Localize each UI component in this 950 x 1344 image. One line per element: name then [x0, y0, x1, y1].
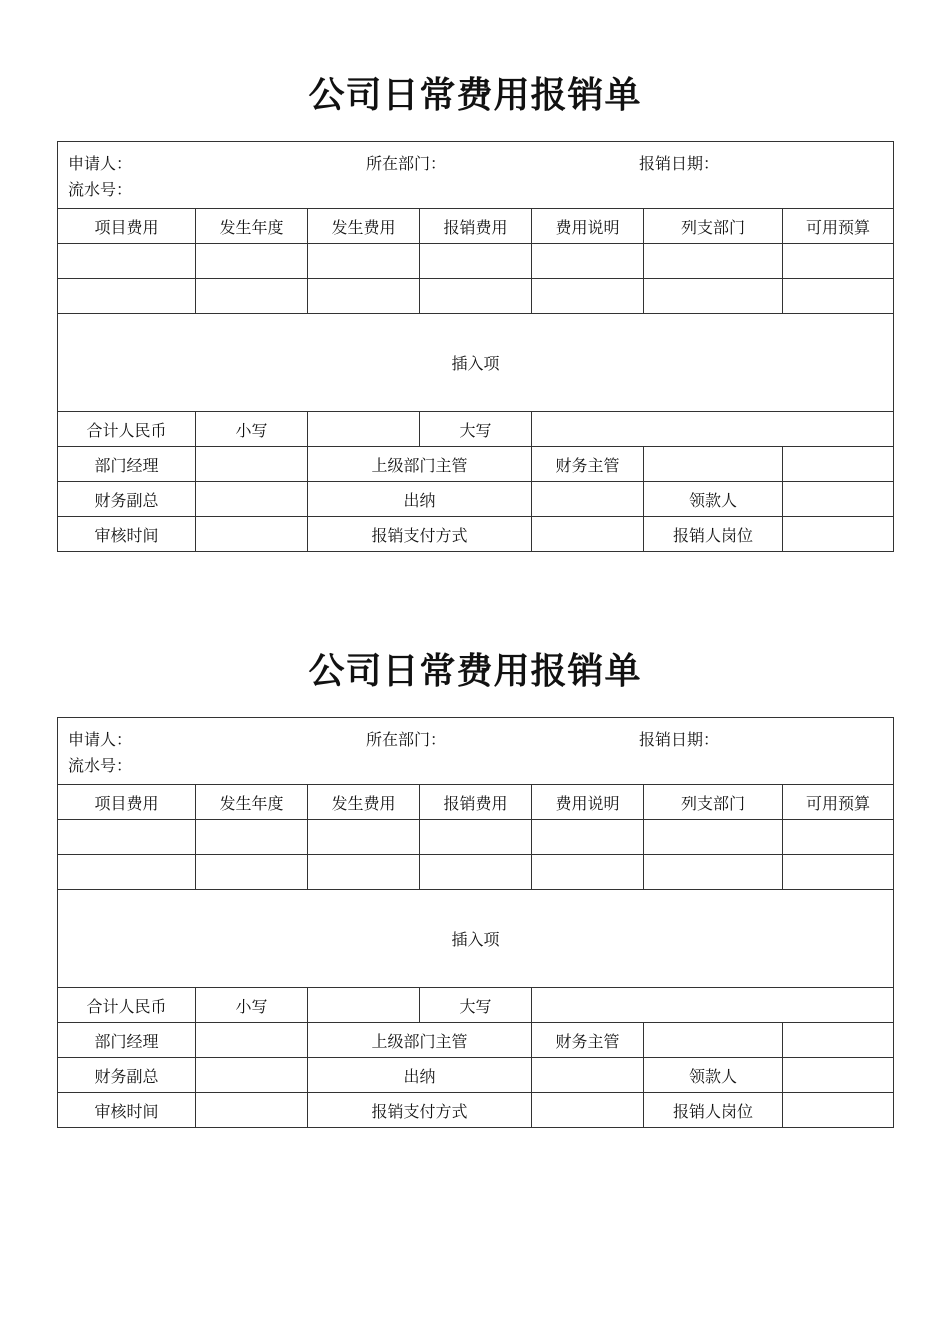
applicant-label: 申请人： — [68, 730, 133, 749]
claimant-position-label: 报销人岗位 — [644, 1093, 783, 1128]
form-table — [57, 141, 894, 552]
column-header: 列支部门 — [644, 785, 783, 820]
payment-method-label: 报销支付方式 — [308, 1093, 532, 1128]
entry-cell[interactable] — [196, 244, 308, 279]
signature-row — [58, 1058, 894, 1093]
payee-cell[interactable] — [783, 482, 894, 517]
signature-row — [58, 482, 894, 517]
finance-vp-label: 财务副总 — [58, 1058, 196, 1093]
entry-cell[interactable] — [196, 855, 308, 890]
claimant-position-cell[interactable] — [783, 517, 894, 552]
insert-item-area[interactable] — [58, 890, 894, 988]
lowercase-amount-cell[interactable] — [308, 988, 420, 1023]
uppercase-label: 大写 — [420, 988, 532, 1023]
review-time-label: 审核时间 — [58, 517, 196, 552]
entry-cell[interactable] — [58, 855, 196, 890]
column-header: 项目费用 — [58, 785, 196, 820]
serial-label: 流水号： — [68, 180, 133, 199]
column-header-row — [58, 209, 894, 244]
payment-method-cell[interactable] — [532, 517, 644, 552]
total-row — [58, 988, 894, 1023]
uppercase-amount-cell[interactable] — [532, 412, 894, 447]
cashier-label: 出纳 — [308, 1058, 532, 1093]
date-label: 报销日期： — [639, 730, 720, 749]
finance-vp-label: 财务副总 — [58, 482, 196, 517]
entry-cell[interactable] — [783, 855, 894, 890]
uppercase-amount-cell[interactable] — [532, 988, 894, 1023]
entry-cell[interactable] — [783, 244, 894, 279]
entry-cell[interactable] — [644, 820, 783, 855]
total-row — [58, 412, 894, 447]
cashier-label: 出纳 — [308, 482, 532, 517]
insert-item-label: 插入项 — [451, 354, 500, 373]
signature-row — [58, 1093, 894, 1128]
form-title: 公司日常费用报销单 — [308, 650, 642, 692]
dept-manager-label: 部门经理 — [58, 1023, 196, 1058]
entry-cell[interactable] — [532, 279, 644, 314]
uppercase-label: 大写 — [420, 412, 532, 447]
payee-label: 领款人 — [644, 1058, 783, 1093]
entry-cell[interactable] — [532, 855, 644, 890]
info-header — [58, 718, 894, 785]
column-header: 发生费用 — [308, 209, 420, 244]
entry-cell[interactable] — [532, 820, 644, 855]
dept-manager-cell[interactable] — [196, 1023, 308, 1058]
extra-cell[interactable] — [783, 1023, 894, 1058]
entry-cell[interactable] — [420, 279, 532, 314]
superior-supervisor-label: 上级部门主管 — [308, 447, 532, 482]
form-table — [57, 717, 894, 1128]
entry-cell[interactable] — [644, 855, 783, 890]
finance-vp-cell[interactable] — [196, 1058, 308, 1093]
entry-cell[interactable] — [196, 279, 308, 314]
form-title: 公司日常费用报销单 — [308, 74, 642, 116]
payee-cell[interactable] — [783, 1058, 894, 1093]
cashier-cell[interactable] — [532, 1058, 644, 1093]
table-row — [58, 820, 894, 855]
signature-row — [58, 1023, 894, 1058]
payment-method-cell[interactable] — [532, 1093, 644, 1128]
finance-supervisor-label: 财务主管 — [532, 1023, 644, 1058]
date-label: 报销日期： — [639, 154, 720, 173]
entry-cell[interactable] — [58, 820, 196, 855]
insert-item-label: 插入项 — [451, 930, 500, 949]
finance-supervisor-cell[interactable] — [644, 1023, 783, 1058]
column-header: 可用预算 — [783, 785, 894, 820]
entry-cell[interactable] — [644, 279, 783, 314]
insert-item-area[interactable] — [58, 314, 894, 412]
info-header — [58, 142, 894, 209]
entry-cell[interactable] — [196, 820, 308, 855]
column-header-row — [58, 785, 894, 820]
payee-label: 领款人 — [644, 482, 783, 517]
review-time-cell[interactable] — [196, 1093, 308, 1128]
column-header: 可用预算 — [783, 209, 894, 244]
department-label: 所在部门： — [366, 730, 447, 749]
dept-manager-label: 部门经理 — [58, 447, 196, 482]
entry-cell[interactable] — [308, 279, 420, 314]
superior-supervisor-label: 上级部门主管 — [308, 1023, 532, 1058]
entry-cell[interactable] — [58, 279, 196, 314]
cashier-cell[interactable] — [532, 482, 644, 517]
review-time-cell[interactable] — [196, 517, 308, 552]
entry-cell[interactable] — [308, 820, 420, 855]
entry-cell[interactable] — [420, 244, 532, 279]
department-label: 所在部门： — [366, 154, 447, 173]
total-label: 合计人民币 — [58, 412, 196, 447]
table-row — [58, 244, 894, 279]
dept-manager-cell[interactable] — [196, 447, 308, 482]
applicant-label: 申请人： — [68, 154, 133, 173]
entry-cell[interactable] — [532, 244, 644, 279]
signature-row — [58, 517, 894, 552]
lowercase-amount-cell[interactable] — [308, 412, 420, 447]
entry-cell[interactable] — [644, 244, 783, 279]
entry-cell[interactable] — [58, 244, 196, 279]
column-header: 发生年度 — [196, 785, 308, 820]
signature-row — [58, 447, 894, 482]
reimbursement-form-2 — [57, 639, 893, 1128]
table-row — [58, 855, 894, 890]
entry-cell[interactable] — [308, 244, 420, 279]
extra-cell[interactable] — [783, 447, 894, 482]
table-row — [58, 279, 894, 314]
claimant-position-cell[interactable] — [783, 1093, 894, 1128]
column-header: 费用说明 — [532, 785, 644, 820]
column-header: 列支部门 — [644, 209, 783, 244]
serial-label: 流水号： — [68, 756, 133, 775]
column-header: 报销费用 — [420, 209, 532, 244]
entry-cell[interactable] — [783, 820, 894, 855]
column-header: 费用说明 — [532, 209, 644, 244]
column-header: 发生年度 — [196, 209, 308, 244]
finance-supervisor-label: 财务主管 — [532, 447, 644, 482]
column-header: 报销费用 — [420, 785, 532, 820]
entry-cell[interactable] — [420, 855, 532, 890]
lowercase-label: 小写 — [196, 988, 308, 1023]
entry-cell[interactable] — [783, 279, 894, 314]
column-header: 项目费用 — [58, 209, 196, 244]
review-time-label: 审核时间 — [58, 1093, 196, 1128]
finance-vp-cell[interactable] — [196, 482, 308, 517]
entry-cell[interactable] — [308, 855, 420, 890]
column-header: 发生费用 — [308, 785, 420, 820]
lowercase-label: 小写 — [196, 412, 308, 447]
claimant-position-label: 报销人岗位 — [644, 517, 783, 552]
payment-method-label: 报销支付方式 — [308, 517, 532, 552]
total-label: 合计人民币 — [58, 988, 196, 1023]
finance-supervisor-cell[interactable] — [644, 447, 783, 482]
reimbursement-form-1 — [57, 63, 893, 552]
entry-cell[interactable] — [420, 820, 532, 855]
